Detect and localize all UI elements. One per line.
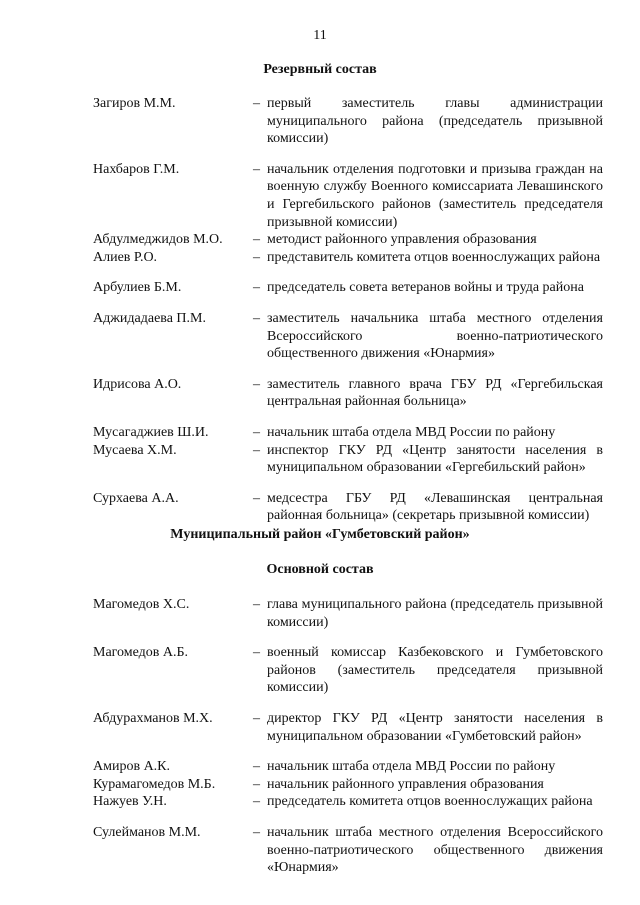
dash-separator: – <box>253 794 260 810</box>
member-role: инспектор ГКУ РД «Центр занятости населения в муниципальном образовании «Гергебильский район» <box>267 442 603 476</box>
member-row <box>93 424 603 442</box>
member-row <box>93 490 603 525</box>
dash-separator: – <box>253 232 260 248</box>
dash-separator: – <box>253 776 260 792</box>
dash-separator: – <box>253 490 260 506</box>
member-row <box>93 249 603 267</box>
member-row <box>93 310 603 363</box>
member-role: начальник штаба отдела МВД России по району <box>267 759 556 775</box>
dash-separator: – <box>253 376 260 392</box>
dash-separator: – <box>253 597 260 612</box>
dash-separator: – <box>253 824 260 840</box>
member-name: Идрисова А.О. <box>93 376 182 392</box>
dash-separator: – <box>253 280 260 296</box>
member-row <box>93 596 603 631</box>
member-row <box>93 442 603 477</box>
member-role: методист районного управления образования <box>267 232 537 248</box>
member-name: Магомедов А.Б. <box>93 645 189 661</box>
member-name: Нажуев У.Н. <box>93 794 167 810</box>
member-role: военный комиссар Казбековского и Гумбетовского районов (заместитель председателя призывной комиссии) <box>267 645 603 696</box>
member-role: глава муниципального района (председатель призывной комиссии) <box>267 597 603 630</box>
member-name: Абдурахманов М.Х. <box>93 710 213 726</box>
member-name: Сурхаева А.А. <box>93 490 179 506</box>
dash-separator: – <box>253 161 260 177</box>
reserve-section-title: Резервный состав <box>263 62 377 77</box>
member-row <box>93 644 603 697</box>
member-row <box>93 758 603 776</box>
dash-separator: – <box>253 759 260 775</box>
member-name: Нахбаров Г.М. <box>93 161 180 177</box>
member-role: медсестра ГБУ РД «Левашинская центральная районная больница» (секретарь призывной комиссии) <box>267 490 603 524</box>
district-title: Муниципальный район «Гумбетовский район» <box>170 527 470 542</box>
member-name: Мусагаджиев Ш.И. <box>93 424 209 440</box>
member-role: директор ГКУ РД «Центр занятости населения в муниципальном образовании «Гумбетовский район» <box>267 710 603 744</box>
member-role: представитель комитета отцов военнослужащих района <box>267 249 601 265</box>
dash-separator: – <box>253 710 260 726</box>
member-name: Магомедов Х.С. <box>93 597 190 612</box>
dash-separator: – <box>253 249 260 265</box>
member-name: Загиров М.М. <box>93 96 176 111</box>
dash-separator: – <box>253 645 260 661</box>
page-number: 11 <box>313 28 327 43</box>
member-role: первый заместитель главы администрации муниципального района (председатель призывной комиссии) <box>267 96 603 147</box>
member-name: Сулейманов М.М. <box>93 824 201 840</box>
member-row <box>93 776 603 794</box>
member-name: Мусаева Х.М. <box>93 442 177 458</box>
member-name: Алиев Р.О. <box>93 249 158 265</box>
main-members-list <box>93 596 603 877</box>
dash-separator: – <box>253 424 260 440</box>
member-role: начальник районного управления образования <box>267 776 544 792</box>
dash-separator: – <box>253 442 260 458</box>
dash-separator: – <box>253 310 260 326</box>
member-row <box>93 95 603 148</box>
member-row <box>93 161 603 231</box>
member-role: председатель совета ветеранов войны и труда района <box>267 280 584 296</box>
member-row <box>93 279 603 297</box>
member-name: Аджидадаева П.М. <box>93 310 206 326</box>
member-role: начальник штаба местного отделения Всероссийского военно-патриотического общественного движения «Юнармия» <box>267 824 603 876</box>
member-role: председатель комитета отцов военнослужащих района <box>267 794 593 810</box>
member-role: заместитель главного врача ГБУ РД «Гергебильская центральная районная больница» <box>267 376 603 410</box>
member-role: начальник отделения подготовки и призыва граждан на военную службу Военного комиссариата Левашинского и Гергебильского районов (заместитель председателя призывной комиссии) <box>267 161 603 230</box>
member-row <box>93 793 603 811</box>
member-role: начальник штаба отдела МВД России по району <box>267 424 556 440</box>
main-section-title: Основной состав <box>266 562 374 577</box>
member-name: Амиров А.К. <box>93 759 171 775</box>
member-row <box>93 231 603 249</box>
member-role: заместитель начальника штаба местного отделения Всероссийского военно-патриотического общественного движения «Юнармия» <box>267 310 603 362</box>
member-name: Абдулмеджидов М.О. <box>93 232 223 248</box>
member-row <box>93 824 603 877</box>
member-name: Курамагомедов М.Б. <box>93 776 216 792</box>
dash-separator: – <box>253 96 260 111</box>
member-row <box>93 710 603 745</box>
reserve-members-list <box>93 95 603 525</box>
member-row <box>93 376 603 411</box>
member-name: Арбулиев Б.М. <box>93 280 182 296</box>
